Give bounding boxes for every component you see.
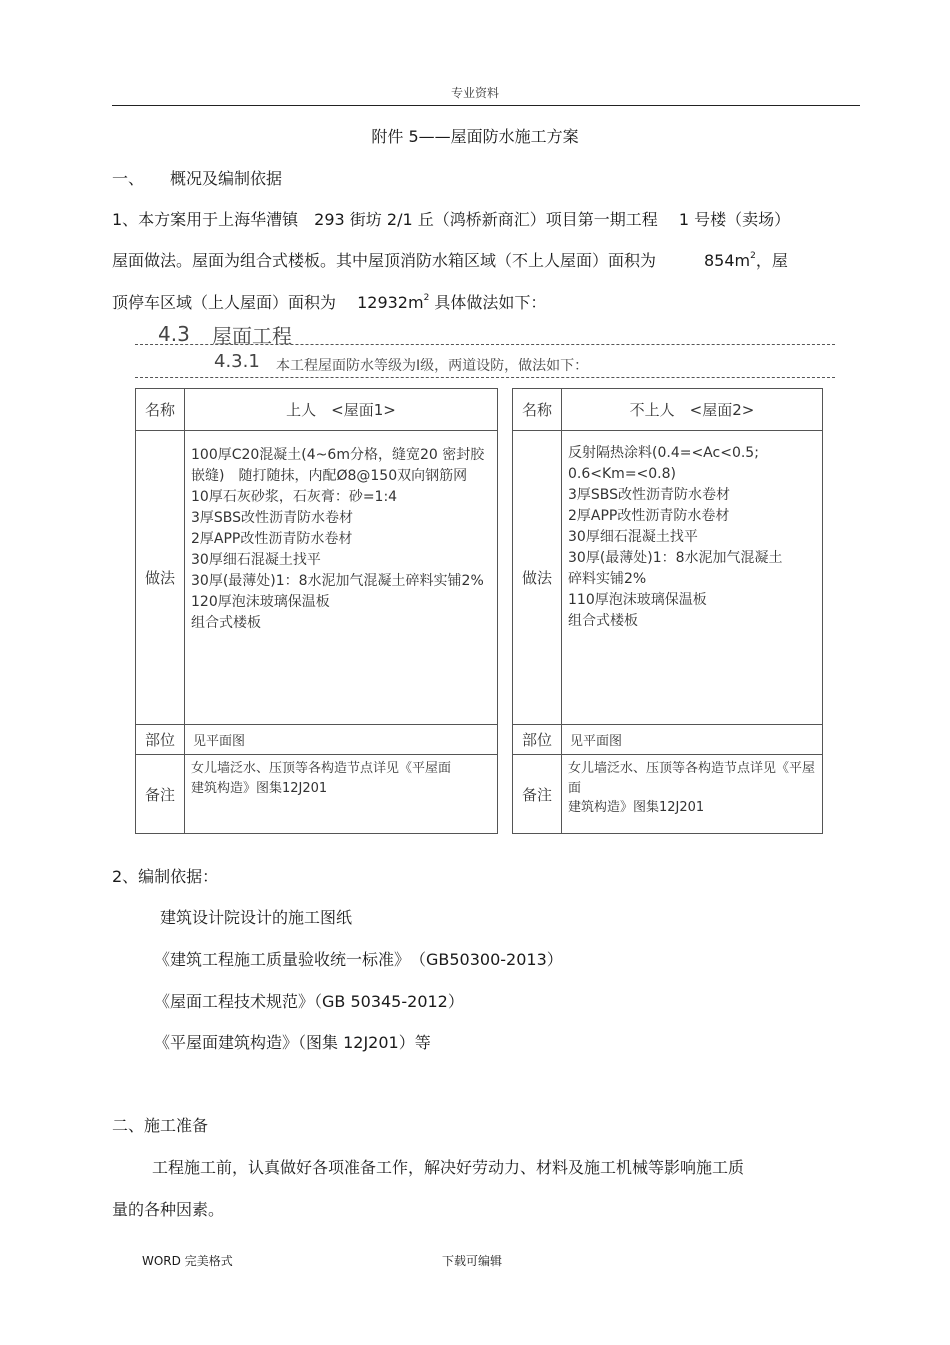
method-step: 2厚APP改性沥青防水卷材 [568, 508, 730, 524]
roof-type-name: 不上人 <屋面2> [562, 389, 823, 431]
row-label-location: 部位 [513, 725, 562, 755]
para1-line1: 1、本方案用于上海华漕镇 293 街坊 2/1 丘（鸿桥新商汇）项目第一期工程 1 号楼（卖场） [112, 210, 791, 229]
basis-item: 《平屋面建筑构造》（图集 12J201）等 [154, 1033, 431, 1052]
spec-table-right [512, 388, 823, 834]
method-step: 120厚泡沫玻璃保温板 [191, 594, 330, 610]
footer-right: 下载可编辑 [442, 1254, 503, 1268]
basis-item: 《建筑工程施工质量验收统一标准》 （GB50300-2013） [154, 950, 563, 969]
row-label-name: 名称 [136, 389, 185, 431]
section1-number: 一、 [112, 169, 145, 188]
method-steps [562, 431, 823, 725]
method-step: 组合式楼板 [568, 613, 638, 629]
method-step: 0.6<Km=<0.8) [568, 466, 677, 482]
method-step: 2厚APP改性沥青防水卷材 [191, 531, 353, 547]
roof-type-name: 上人 <屋面1> [185, 389, 498, 431]
method-step: 组合式楼板 [191, 615, 261, 631]
header-rule [112, 105, 860, 106]
method-step: 30厚细石混凝土找平 [191, 552, 321, 568]
section2-para-line2: 量的各种因素。 [112, 1200, 225, 1219]
method-steps [185, 431, 498, 725]
spec-table-left [135, 388, 498, 834]
section2-heading: 二、施工准备 [112, 1116, 209, 1135]
basis-heading: 2、编制依据： [112, 867, 219, 886]
method-step: 3厚SBS改性沥青防水卷材 [191, 510, 354, 526]
para1-line3: 顶停车区域（上人屋面）面积为 $12932m^2$ 具体做法如下： [112, 293, 547, 312]
method-step: 碎料实铺2% [568, 571, 647, 587]
row-label-remark: 备注 [513, 755, 562, 834]
method-step: 反射隔热涂料(0.4=<Ac<0.5; [568, 445, 759, 461]
basis-item: 建筑设计院设计的施工图纸 [160, 908, 353, 927]
method-step: 30厚细石混凝土找平 [568, 529, 698, 545]
remark-value: 女儿墙泛水、压顶等各构造节点详见《平屋面 建筑构造》图集12J201 [562, 755, 823, 834]
figure-subsection-text: 本工程屋面防水等级为Ⅰ级，两道设防，做法如下： [276, 358, 589, 374]
figure-dashed-rule-1 [135, 344, 835, 345]
location-value: 见平面图 [562, 725, 823, 755]
method-step: 嵌缝) 随打随抹，内配Ø8@150双向钢筋网 [191, 468, 468, 484]
figure-subsection-number: 4.3.1 [214, 351, 260, 372]
figure-section-heading: 屋面工程 [212, 324, 292, 348]
location-value: 见平面图 [185, 725, 498, 755]
row-label-method: 做法 [136, 431, 185, 725]
section1-heading: 概况及编制依据 [170, 169, 283, 188]
para1-line2: 屋面做法。屋面为组合式楼板。其中屋顶消防水箱区域（不上人屋面）面积为 $854m^2$，屋 [112, 251, 788, 270]
row-label-name: 名称 [513, 389, 562, 431]
method-step: 110厚泡沫玻璃保温板 [568, 592, 707, 608]
method-step: 10厚石灰砂浆，石灰膏：砂=1:4 [191, 489, 398, 505]
row-label-location: 部位 [136, 725, 185, 755]
footer-left: WORD 完美格式 [142, 1254, 233, 1268]
row-label-remark: 备注 [136, 755, 185, 834]
page-header: 专业资料 [450, 86, 499, 100]
method-step: 3厚SBS改性沥青防水卷材 [568, 487, 731, 503]
method-step: 30厚(最薄处)1：8水泥加气混凝土碎料实铺2% [191, 573, 484, 589]
method-step: 100厚C20混凝土(4~6m分格，缝宽20 密封胶 [191, 447, 485, 463]
figure-section-number: 4.3 [158, 322, 190, 346]
remark-value: 女儿墙泛水、压顶等各构造节点详见《平屋面 建筑构造》图集12J201 [185, 755, 498, 834]
document-title: 附件 5——屋面防水施工方案 [371, 127, 579, 146]
section2-para-line1: 工程施工前，认真做好各项准备工作，解决好劳动力、材料及施工机械等影响施工质 [152, 1158, 745, 1177]
figure-dashed-rule-2 [135, 377, 835, 378]
basis-item: 《屋面工程技术规范》（GB 50345-2012） [154, 992, 464, 1011]
row-label-method: 做法 [513, 431, 562, 725]
method-step: 30厚(最薄处)1：8水泥加气混凝土 [568, 550, 783, 566]
